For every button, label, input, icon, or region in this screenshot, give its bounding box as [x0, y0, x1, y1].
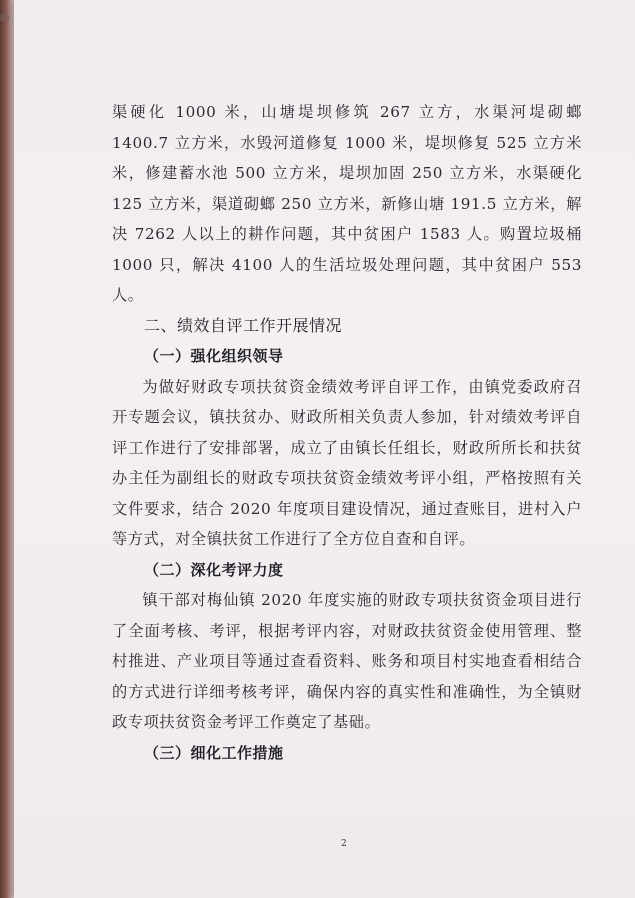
page-number: 2	[341, 839, 347, 849]
subsection-heading-1: （一）强化组织领导	[144, 347, 284, 365]
subsection-heading-3: （三）细化工作措施	[144, 743, 284, 762]
paragraph-evaluation: 镇干部对梅仙镇 2020 年度实施的财政专项扶贫资金项目进行了全面考核、考评，根据考评内容，对财政扶贫资金使用管理、整村推进、产业项目等通过查看资料、账务和项目村实地查看相结合的方式进行详细考核考评，确保内容的真实性和准确性，为全镇财政专项扶贫资金考评工作奠定了基础。	[112, 591, 582, 731]
corner-mark: 83	[0, 14, 9, 24]
paragraph-organization: 为做好财政专项扶贫资金绩效考评自评工作，由镇党委政府召开专题会议，镇扶贫办、财政所相关负责人参加，针对绩效考评自评工作进行了安排部署，成立了由镇长任组长，财政所所长和扶贫办主任为副组长的财政专项扶贫资金绩效考评小组，严格按照有关文件要求，结合 2020 年度项目建设情况，通过查账目，进村入户等方式，对全镇扶贫工作进行了全方位自查和自评。	[112, 377, 582, 548]
document-body	[112, 97, 582, 768]
section-heading: 二、绩效自评工作开展情况	[144, 315, 343, 335]
paragraph-project-results: 渠硬化 1000 米，山塘堤坝修筑 267 立方，水渠河堤砌螂 1400.7 立方米，水毁河道修复 1000 米，堤坝修复 525 立方米米，修建蓄水池 500 立方米，堤坝加固 250 立方米，水渠硬化 125 立方米，渠道砌螂 250 立方米，新修山塘 191.5 立方米，解决 7262 人以上的耕作问题，其中贫困户 1583 人。购置垃圾桶 1000 只，解决 4100 人的生活垃圾处理问题，其中贫困户 553 人。	[112, 103, 582, 304]
subsection-heading-2: （二）深化考评力度	[144, 560, 284, 579]
